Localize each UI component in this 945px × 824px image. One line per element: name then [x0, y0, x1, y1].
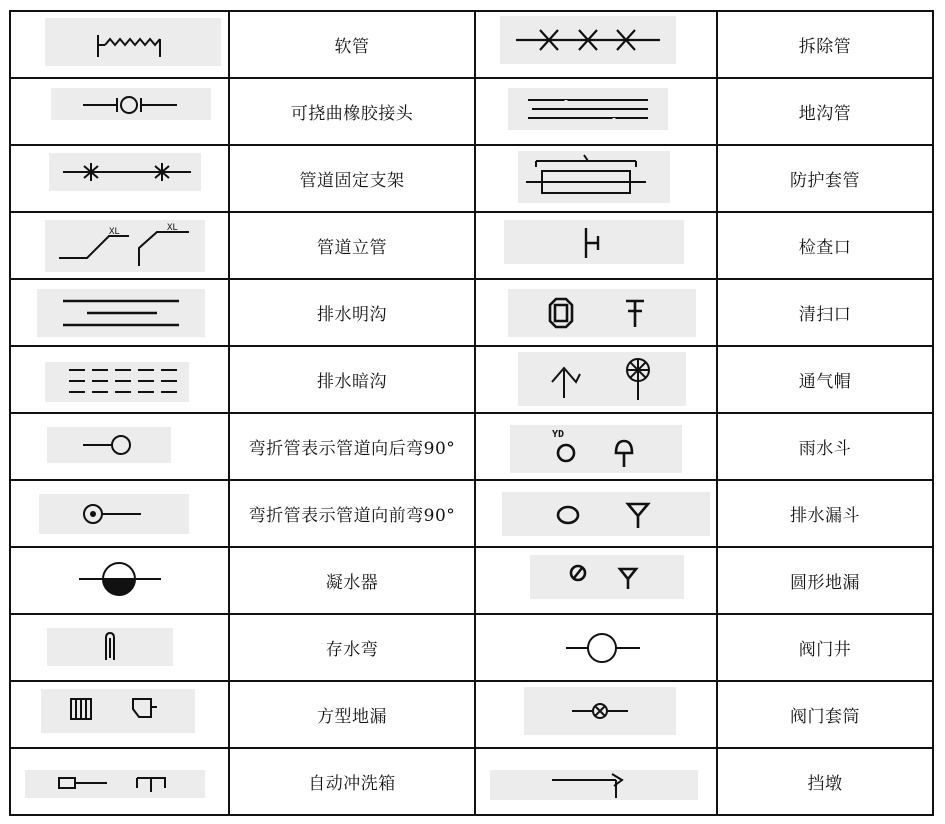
- symbol-cell: [10, 413, 229, 480]
- symbol-label: 排水明沟: [317, 305, 387, 325]
- label-cell: [229, 547, 475, 614]
- label-cell: [229, 145, 475, 212]
- label-cell: [717, 614, 933, 681]
- label-cell: [229, 614, 475, 681]
- label-cell: [717, 413, 933, 480]
- symbol-label: 地沟管: [798, 104, 852, 124]
- symbol-label: 圆形地漏: [790, 573, 860, 593]
- label-cell: [717, 145, 933, 212]
- symbol-cell: [10, 145, 229, 212]
- symbol-cell: [10, 480, 229, 547]
- removed-pipe-icon: [476, 13, 716, 77]
- symbol-label: 可挠曲橡胶接头: [290, 104, 414, 124]
- symbol-cell: [475, 413, 717, 480]
- cleanout-icon: [476, 281, 716, 345]
- label-cell: [229, 346, 475, 413]
- symbol-label: 方型地漏: [317, 707, 387, 727]
- inspection-port-icon: [476, 214, 716, 278]
- symbol-label: 凝水器: [325, 573, 379, 593]
- label-cell: [717, 212, 933, 279]
- valve-well-icon: [476, 616, 716, 680]
- symbol-cell: [10, 11, 229, 78]
- label-cell: [717, 279, 933, 346]
- symbol-cell: [475, 748, 717, 815]
- symbol-cell: [475, 547, 717, 614]
- symbol-label: 阀门套筒: [790, 707, 860, 727]
- symbol-cell: [475, 212, 717, 279]
- symbol-cell: [475, 346, 717, 413]
- symbol-cell: [475, 78, 717, 145]
- symbol-cell: [475, 681, 717, 748]
- symbol-cell: [10, 748, 229, 815]
- table-row: [10, 279, 933, 346]
- bend-back-icon: [11, 415, 228, 479]
- symbol-label: 排水漏斗: [790, 506, 860, 526]
- label-cell: [229, 748, 475, 815]
- symbol-label: 雨水斗: [798, 439, 852, 459]
- riser-tag-right: XL: [167, 222, 178, 233]
- condenser-icon: [11, 549, 228, 613]
- table-row: [10, 212, 933, 279]
- symbol-label: 排水暗沟: [317, 372, 387, 392]
- label-cell: [229, 11, 475, 78]
- table-row: [10, 614, 933, 681]
- trap-icon: [11, 616, 228, 680]
- table-row: [10, 480, 933, 547]
- label-cell: [229, 480, 475, 547]
- label-cell: [717, 547, 933, 614]
- symbol-label: 挡墩: [807, 774, 843, 794]
- symbol-cell: [475, 614, 717, 681]
- symbol-label: 拆除管: [798, 37, 852, 57]
- label-cell: [229, 212, 475, 279]
- symbol-label: 通气帽: [798, 372, 852, 392]
- symbol-cell: [10, 78, 229, 145]
- symbol-cell: [10, 212, 229, 279]
- symbol-label: 存水弯: [325, 640, 379, 660]
- pipe-symbol-legend-table: [9, 10, 934, 816]
- label-cell: [717, 681, 933, 748]
- symbol-label: 弯折管表示管道向后弯90°: [248, 439, 456, 459]
- riser-tag-left: XL: [109, 226, 120, 237]
- flexible-hose-icon: [11, 13, 228, 77]
- table-row: [10, 413, 933, 480]
- symbol-label: 软管: [334, 37, 370, 57]
- symbol-cell: [475, 480, 717, 547]
- symbol-cell: [10, 279, 229, 346]
- valve-sleeve-icon: [476, 683, 716, 747]
- symbol-label: 管道固定支架: [299, 171, 405, 191]
- riser-pipe-icon: [11, 214, 228, 278]
- rain-hopper-icon: [476, 415, 716, 479]
- symbol-cell: [475, 279, 717, 346]
- label-cell: [229, 681, 475, 748]
- label-cell: [717, 11, 933, 78]
- table-row: [10, 748, 933, 815]
- symbol-label: 检查口: [798, 238, 852, 258]
- open-ditch-icon: [11, 281, 228, 345]
- bend-front-icon: [11, 482, 228, 546]
- round-floor-drain-icon: [476, 549, 716, 613]
- symbol-cell: [10, 547, 229, 614]
- symbol-cell: [10, 681, 229, 748]
- table-row: [10, 681, 933, 748]
- label-cell: [229, 78, 475, 145]
- symbol-cell: [10, 614, 229, 681]
- label-cell: [229, 413, 475, 480]
- symbol-label: 管道立管: [317, 238, 387, 258]
- vent-cap-icon: [476, 348, 716, 412]
- protective-sleeve-icon: [476, 147, 716, 211]
- drain-funnel-icon: [476, 482, 716, 546]
- fixed-support-icon: [11, 147, 228, 211]
- table-row: [10, 547, 933, 614]
- symbol-cell: [475, 145, 717, 212]
- symbol-label: 自动冲洗箱: [308, 774, 396, 794]
- table-row: [10, 78, 933, 145]
- table-row: [10, 145, 933, 212]
- label-cell: [717, 78, 933, 145]
- symbol-cell: [475, 11, 717, 78]
- label-cell: [717, 480, 933, 547]
- auto-flush-tank-icon: [11, 750, 228, 814]
- table-row: [10, 11, 933, 78]
- label-cell: [229, 279, 475, 346]
- symbol-label: 阀门井: [798, 640, 852, 660]
- symbol-label: 弯折管表示管道向前弯90°: [248, 506, 456, 526]
- symbol-label: 清扫口: [798, 305, 852, 325]
- rain-hopper-mark: YD: [552, 428, 565, 440]
- symbol-cell: [10, 346, 229, 413]
- symbol-label: 防护套管: [790, 171, 860, 191]
- square-floor-drain-icon: [11, 683, 228, 747]
- label-cell: [717, 346, 933, 413]
- label-cell: [717, 748, 933, 815]
- table-row: [10, 346, 933, 413]
- rubber-joint-icon: [11, 80, 228, 144]
- trench-pipe-icon: [476, 80, 716, 144]
- thrust-block-icon: [476, 750, 716, 814]
- covered-ditch-icon: [11, 348, 228, 412]
